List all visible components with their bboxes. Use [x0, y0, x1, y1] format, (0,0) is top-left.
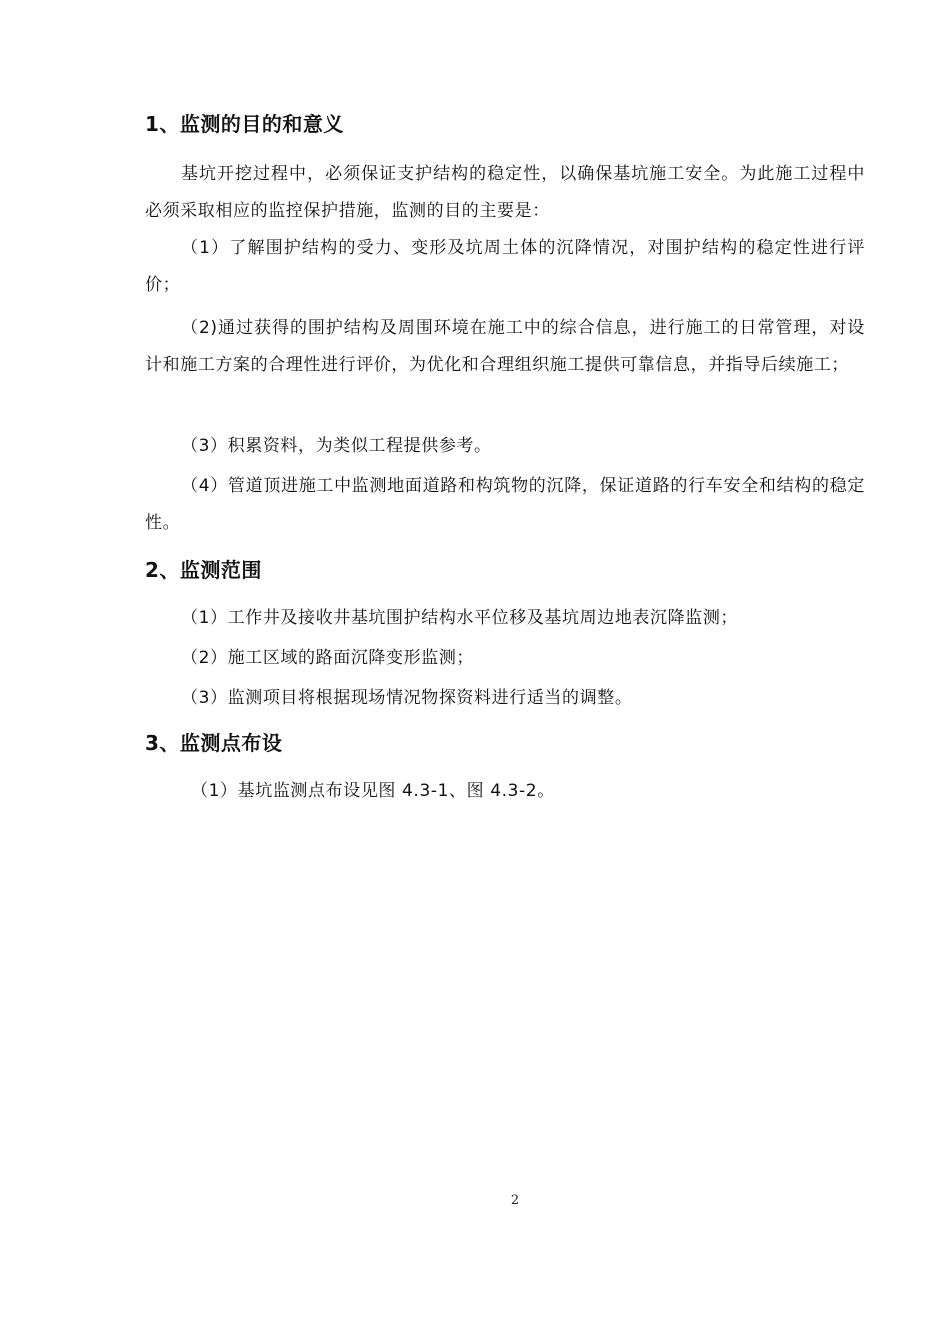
page-number: 2: [510, 1193, 520, 1208]
paragraph-purpose-item-3: （3）积累资料，为类似工程提供参考。: [181, 436, 492, 456]
paragraph-scope-item-1: （1）工作井及接收井基坑围护结构水平位移及基坑周边地表沉降监测；: [181, 608, 739, 628]
section-heading-3: 3、监测点布设: [145, 731, 283, 755]
paragraph-scope-item-3: （3）监测项目将根据现场情况物探资料进行适当的调整。: [181, 688, 633, 708]
paragraph-purpose-item-2: （2)通过获得的围护结构及周围环境在施工中的综合信息，进行施工的日常管理，对设计和施工方案的合理性进行评价，为优化和合理组织施工提供可靠信息，并指导后续施工；: [145, 318, 865, 375]
paragraph-purpose-item-4: （4）管道顶进施工中监测地面道路和构筑物的沉降，保证道路的行车安全和结构的稳定性。: [145, 476, 865, 533]
paragraph-purpose-intro: 基坑开挖过程中，必须保证支护结构的稳定性，以确保基坑施工安全。为此施工过程中必须采取相应的监控保护措施，监测的目的主要是：: [145, 164, 865, 221]
section-heading-2: 2、监测范围: [145, 558, 262, 582]
paragraph-purpose-item-1: （1）了解围护结构的受力、变形及坑周土体的沉降情况，对围护结构的稳定性进行评价；: [145, 238, 865, 295]
section-heading-1: 1、监测的目的和意义: [145, 112, 344, 136]
paragraph-layout-item-1: （1）基坑监测点布设见图 4.3-1、图 4.3-2。: [191, 781, 555, 801]
paragraph-scope-item-2: （2）施工区域的路面沉降变形监测；: [181, 648, 475, 668]
